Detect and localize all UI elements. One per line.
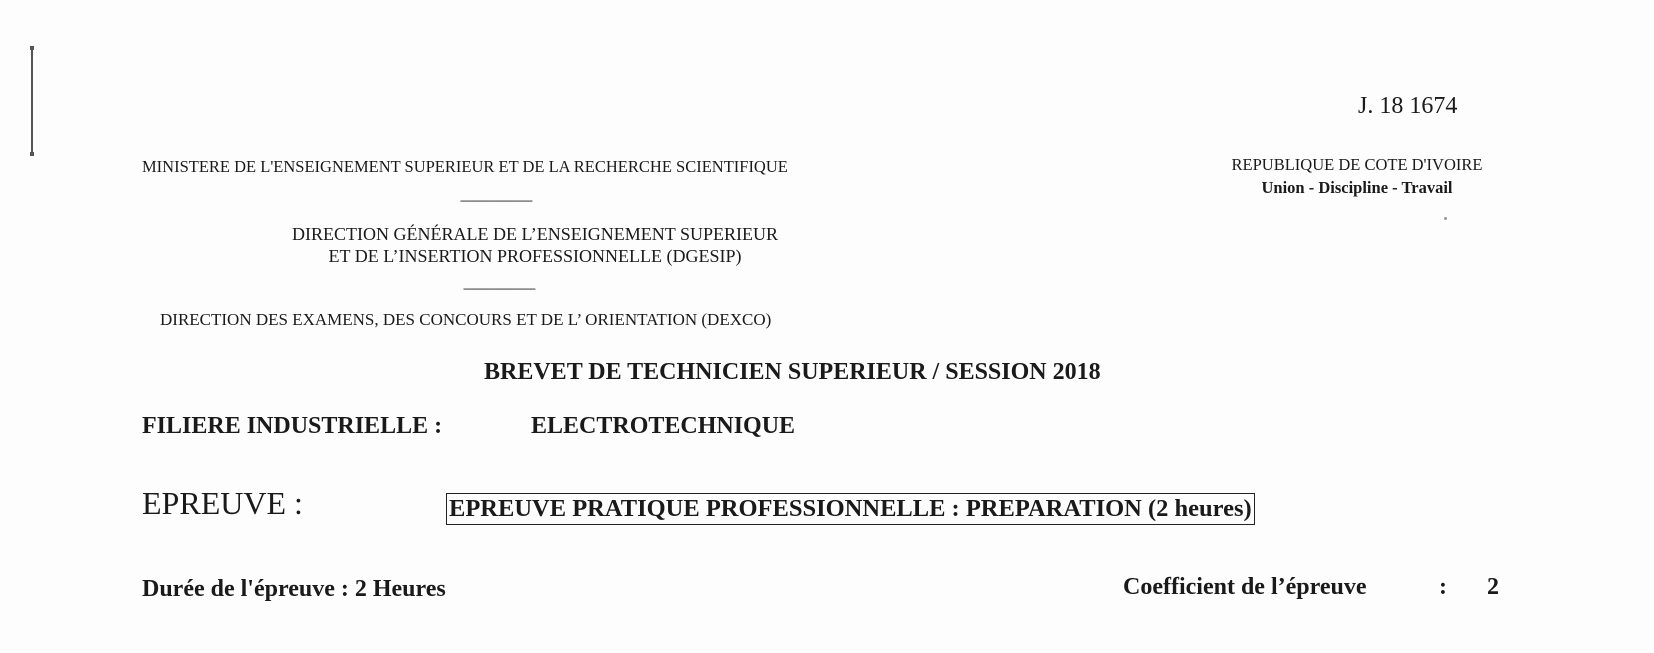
national-motto: Union - Discipline - Travail [1261, 178, 1453, 197]
separator-line: ------------------------ [460, 193, 532, 207]
exam-duration: Durée de l'épreuve : 2 Heures [142, 576, 446, 602]
epreuve-title-box: EPREUVE PRATIQUE PROFESSIONNELLE : PREPARATION (2 heures) [446, 493, 1255, 525]
coefficient-label: Coefficient de l’épreuve [1123, 574, 1367, 600]
scan-speck [1444, 217, 1447, 220]
exam-title: BREVET DE TECHNICIEN SUPERIEUR / SESSION 2018 [484, 359, 1101, 385]
coefficient-value: 2 [1487, 574, 1499, 600]
scan-margin-mark [31, 46, 33, 156]
filiere-label: FILIERE INDUSTRIELLE : [142, 413, 443, 439]
epreuve-label: EPREUVE : [142, 485, 303, 521]
direction-generale-line-1: DIRECTION GÉNÉRALE DE L’ENSEIGNEMENT SUPERIEUR [292, 224, 778, 244]
direction-examens-heading: DIRECTION DES EXAMENS, DES CONCOURS ET DE L’ ORIENTATION (DEXCO) [160, 310, 772, 329]
filiere-value: ELECTROTECHNIQUE [531, 413, 796, 439]
ministry-heading: MINISTERE DE L'ENSEIGNEMENT SUPERIEUR ET DE LA RECHERCHE SCIENTIFIQUE [142, 157, 788, 176]
document-reference: J. 18 1674 [1358, 93, 1458, 119]
direction-generale-line-2: ET DE L’INSERTION PROFESSIONNELLE (DGESIP) [328, 246, 742, 266]
republic-heading: REPUBLIQUE DE COTE D'IVOIRE [1231, 155, 1483, 174]
coefficient-separator: : [1439, 574, 1447, 600]
separator-line: ------------------------ [463, 281, 535, 295]
